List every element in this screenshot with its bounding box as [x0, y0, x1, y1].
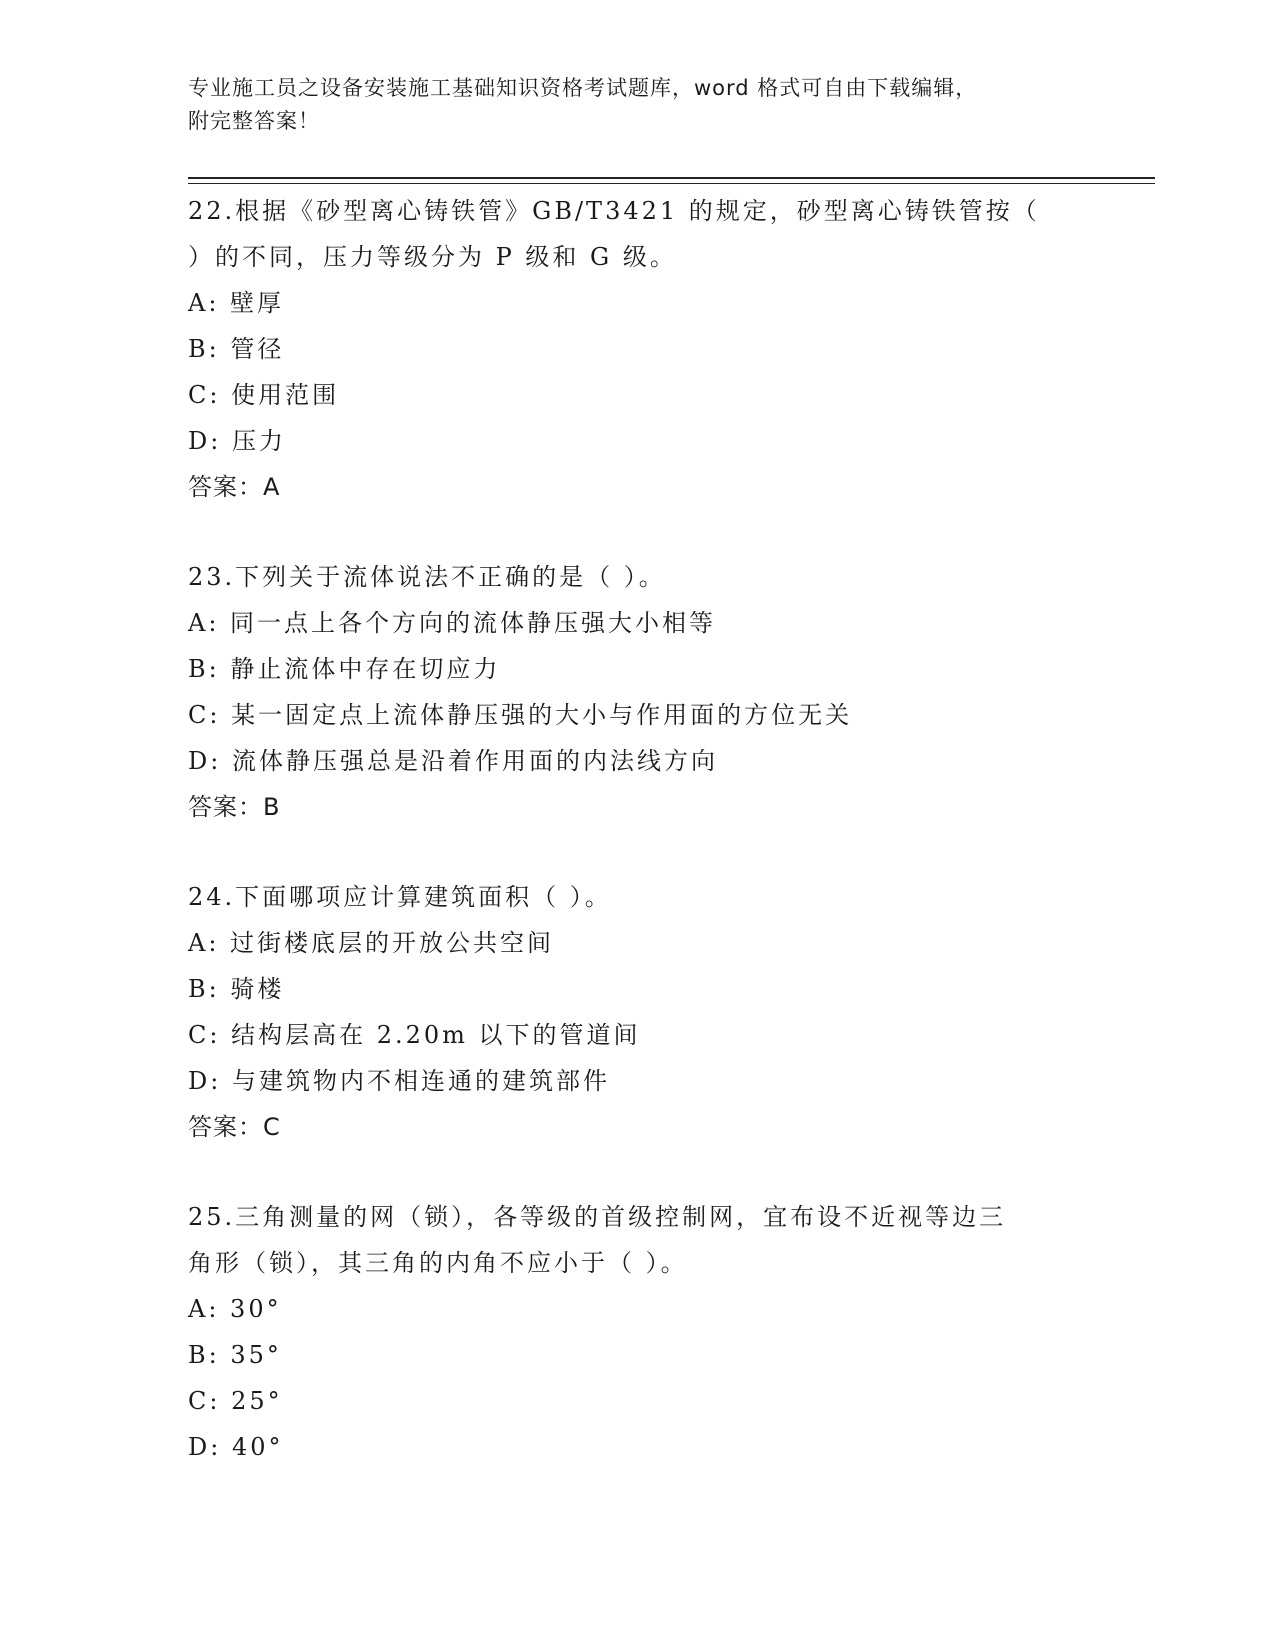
- header-divider-thick: [188, 177, 1155, 179]
- option-a: A: 过街楼底层的开放公共空间: [188, 929, 555, 957]
- answer-text: 答案：B: [188, 793, 281, 821]
- question-text-line: 22.根据《砂型离心铸铁管》GB/T3421 的规定，砂型离心铸铁管按（: [188, 197, 1040, 225]
- question-24: [188, 874, 1088, 1150]
- question-spacer: [188, 510, 1088, 554]
- option-d: D: 与建筑物内不相连通的建筑部件: [188, 1067, 610, 1095]
- question-spacer: [188, 830, 1088, 874]
- option-b: B: 骑楼: [188, 975, 285, 1003]
- question-text-line: 24.下面哪项应计算建筑面积（ ）。: [188, 883, 612, 911]
- question-text-line: 25.三角测量的网（锁），各等级的首级控制网，宜布设不近视等边三: [188, 1203, 1007, 1231]
- document-header: [188, 72, 1088, 138]
- answer-text: 答案：A: [188, 473, 281, 501]
- option-b: B: 管径: [188, 335, 285, 363]
- header-divider-thin: [188, 183, 1155, 184]
- option-c: C: 结构层高在 2.20m 以下的管道间: [188, 1021, 641, 1049]
- option-d: D: 压力: [188, 427, 286, 455]
- question-25: [188, 1194, 1088, 1470]
- option-c: C: 使用范围: [188, 381, 340, 409]
- option-b: B: 静止流体中存在切应力: [188, 655, 501, 683]
- header-line-1: 专业施工员之设备安装施工基础知识资格考试题库，word 格式可自由下载编辑，: [188, 76, 978, 100]
- option-b: B: 35°: [188, 1341, 282, 1369]
- question-spacer: [188, 1150, 1088, 1194]
- question-list: [188, 188, 1088, 1470]
- header-line-2: 附完整答案！: [188, 109, 320, 133]
- option-d: D: 40°: [188, 1433, 284, 1461]
- question-text-line: ）的不同，压力等级分为 P 级和 G 级。: [188, 243, 677, 271]
- option-c: C: 某一固定点上流体静压强的大小与作用面的方位无关: [188, 701, 853, 729]
- question-23: [188, 554, 1088, 830]
- option-a: A: 同一点上各个方向的流体静压强大小相等: [188, 609, 717, 637]
- option-a: A: 壁厚: [188, 289, 285, 317]
- question-22: [188, 188, 1088, 510]
- option-d: D: 流体静压强总是沿着作用面的内法线方向: [188, 747, 718, 775]
- question-text-line: 角形（锁），其三角的内角不应小于（ ）。: [188, 1249, 688, 1277]
- question-text-line: 23.下列关于流体说法不正确的是（ ）。: [188, 563, 666, 591]
- option-c: C: 25°: [188, 1387, 283, 1415]
- option-a: A: 30°: [188, 1295, 282, 1323]
- answer-text: 答案：C: [188, 1113, 281, 1141]
